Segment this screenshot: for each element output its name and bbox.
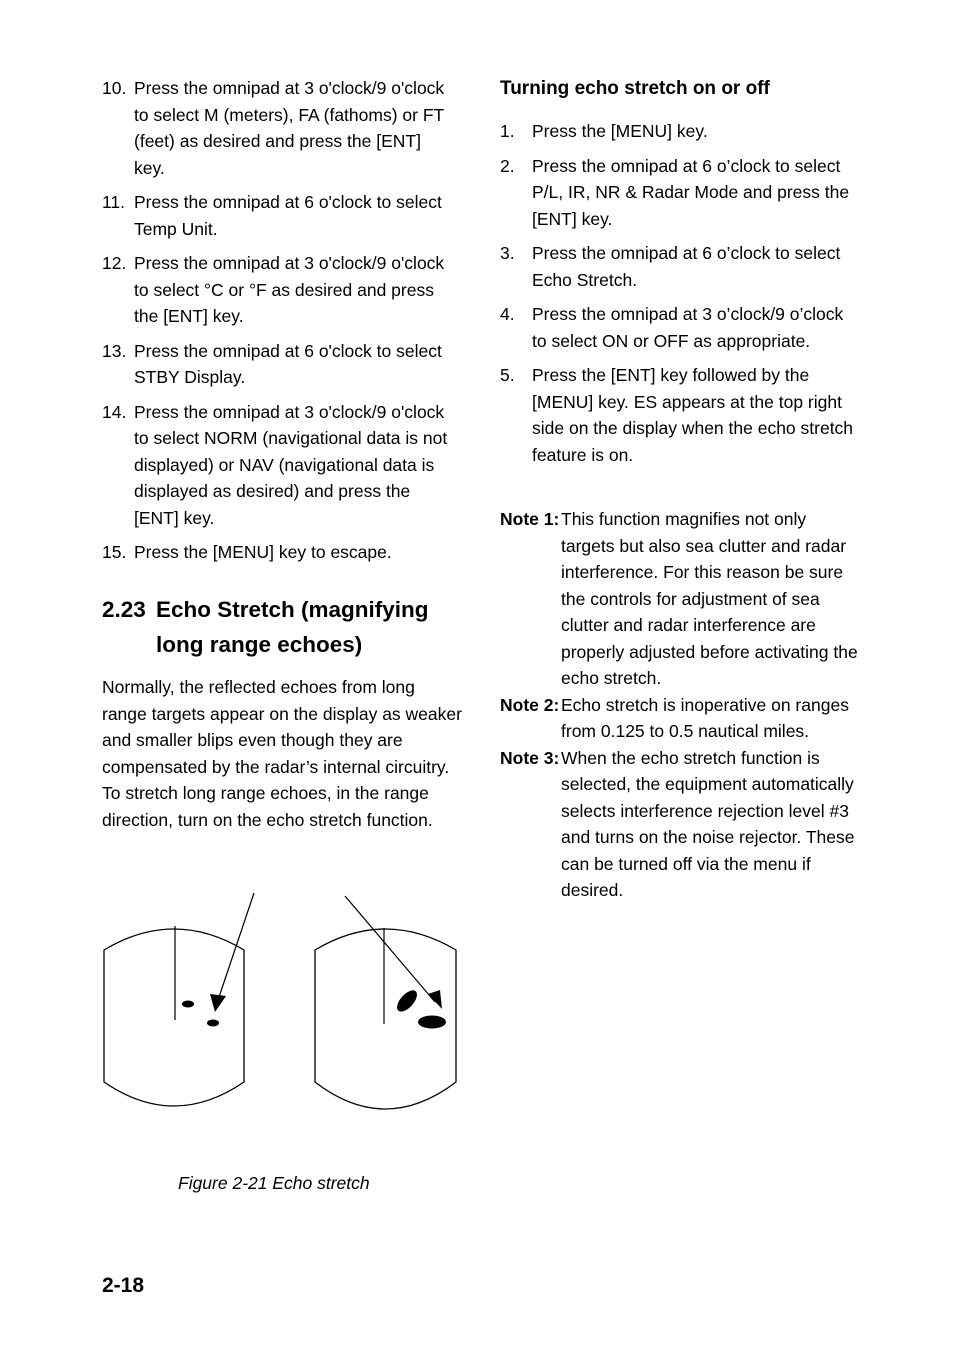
- page-number: 2-18: [102, 1274, 145, 1297]
- step-text: Press the omnipad at 6 o'clock to select Temp Unit.: [134, 192, 442, 239]
- note-label: Note 2:: [500, 694, 560, 715]
- step-text: Press the omnipad at 6 o’clock to select P/L, IR, NR & Radar Mode and press the [ENT] key.: [532, 155, 850, 229]
- section-number: 2.23: [102, 597, 146, 622]
- step-number: 15.: [102, 542, 127, 562]
- radar-screen-normal: [104, 929, 244, 1106]
- section-intro-paragraph: Normally, the reflected echoes from long range targets appear on the display as weaker and smaller blips even though they are compensated by the radar’s internal circuitry. To stretch long range echoes, in the range direction, turn on the echo stretch function.: [102, 677, 462, 830]
- target-blip: [207, 1020, 219, 1027]
- step-number: 5.: [500, 365, 515, 385]
- notes-block: [500, 506, 860, 904]
- procedure-list-continued: [102, 75, 452, 574]
- step-number: 4.: [500, 304, 515, 324]
- step-number: 14.: [102, 401, 127, 422]
- step-number: 3.: [500, 243, 515, 263]
- step-text: Press the [MENU] key.: [532, 121, 708, 141]
- list-item: [500, 118, 860, 145]
- pointer-arrow-line: [345, 896, 435, 1002]
- subsection-heading: Turning echo stretch on or off: [500, 78, 770, 99]
- list-item: [102, 75, 452, 181]
- step-number: 12.: [102, 253, 127, 273]
- echo-stretch-diagram: [102, 890, 462, 1120]
- step-number: 10.: [102, 78, 127, 98]
- pointer-arrow-head: [428, 990, 442, 1009]
- step-text: Press the omnipad at 3 o'clock/9 o'clock to select M (meters), FA (fathoms) or FT (feet) as desired and press the [ENT] key.: [134, 78, 445, 178]
- step-text: Press the omnipad at 6 o’clock to select Echo Stretch.: [532, 243, 841, 290]
- step-number: 11.: [102, 192, 126, 212]
- section-title-line2: long range echoes): [156, 632, 363, 657]
- section-title-line1: Echo Stretch (magnifying: [156, 597, 429, 622]
- list-item: [102, 250, 452, 330]
- echo-stretch-figure: [102, 890, 462, 1120]
- step-text: Press the [MENU] key to escape.: [134, 542, 392, 562]
- note-text: This function magnifies not only targets but also sea clutter and radar interference. For this reason be sure the controls for adjustment of sea clutter and radar interference are properly adjusted before activating the echo stretch.: [561, 509, 858, 688]
- section-heading: [102, 592, 462, 662]
- list-item: [500, 240, 860, 293]
- list-item: [102, 338, 452, 391]
- target-blip: [182, 1001, 194, 1008]
- pointer-arrow-head: [210, 994, 226, 1012]
- note-text: Echo stretch is inoperative on ranges from 0.125 to 0.5 nautical miles.: [561, 694, 849, 741]
- list-item: [500, 153, 860, 233]
- note: [500, 692, 860, 745]
- stretched-target-blip: [418, 1016, 446, 1029]
- step-text: Press the [ENT] key followed by the [MENU] key. ES appears at the top right side on the display when the echo stretch feature is on.: [532, 365, 854, 465]
- note: [500, 745, 860, 904]
- figure-caption: Figure 2-21 Echo stretch: [178, 1173, 370, 1193]
- note: [500, 506, 860, 692]
- stretched-target-blip: [393, 987, 420, 1015]
- note-label: Note 3:: [500, 747, 560, 768]
- step-text: Press the omnipad at 3 o’clock/9 o’clock to select ON or OFF as appropriate.: [532, 304, 844, 351]
- step-text: Press the omnipad at 3 o'clock/9 o'clock to select NORM (navigational data is not displayed) or NAV (navigational data is displayed as desired) and press the [ENT] key.: [134, 401, 448, 528]
- step-text: Press the omnipad at 3 o'clock/9 o'clock to select °C or °F as desired and press the [ENT] key.: [134, 253, 445, 326]
- list-item: [500, 301, 860, 354]
- pointer-arrow-line: [217, 893, 254, 1003]
- step-text: Press the omnipad at 6 o'clock to select STBY Display.: [134, 340, 442, 387]
- list-item: [500, 362, 860, 468]
- step-number: 1.: [500, 121, 515, 141]
- note-label: Note 1:: [500, 509, 560, 529]
- list-item: [102, 189, 452, 242]
- procedure-list: [500, 118, 860, 476]
- step-number: 2.: [500, 155, 515, 176]
- list-item: [102, 399, 452, 532]
- list-item: [102, 539, 452, 566]
- note-text: When the echo stretch function is selected, the equipment automatically selects interference rejection level #3 and turns on the noise rejector. These can be turned off via the menu if desired.: [561, 747, 855, 900]
- step-number: 13.: [102, 340, 127, 361]
